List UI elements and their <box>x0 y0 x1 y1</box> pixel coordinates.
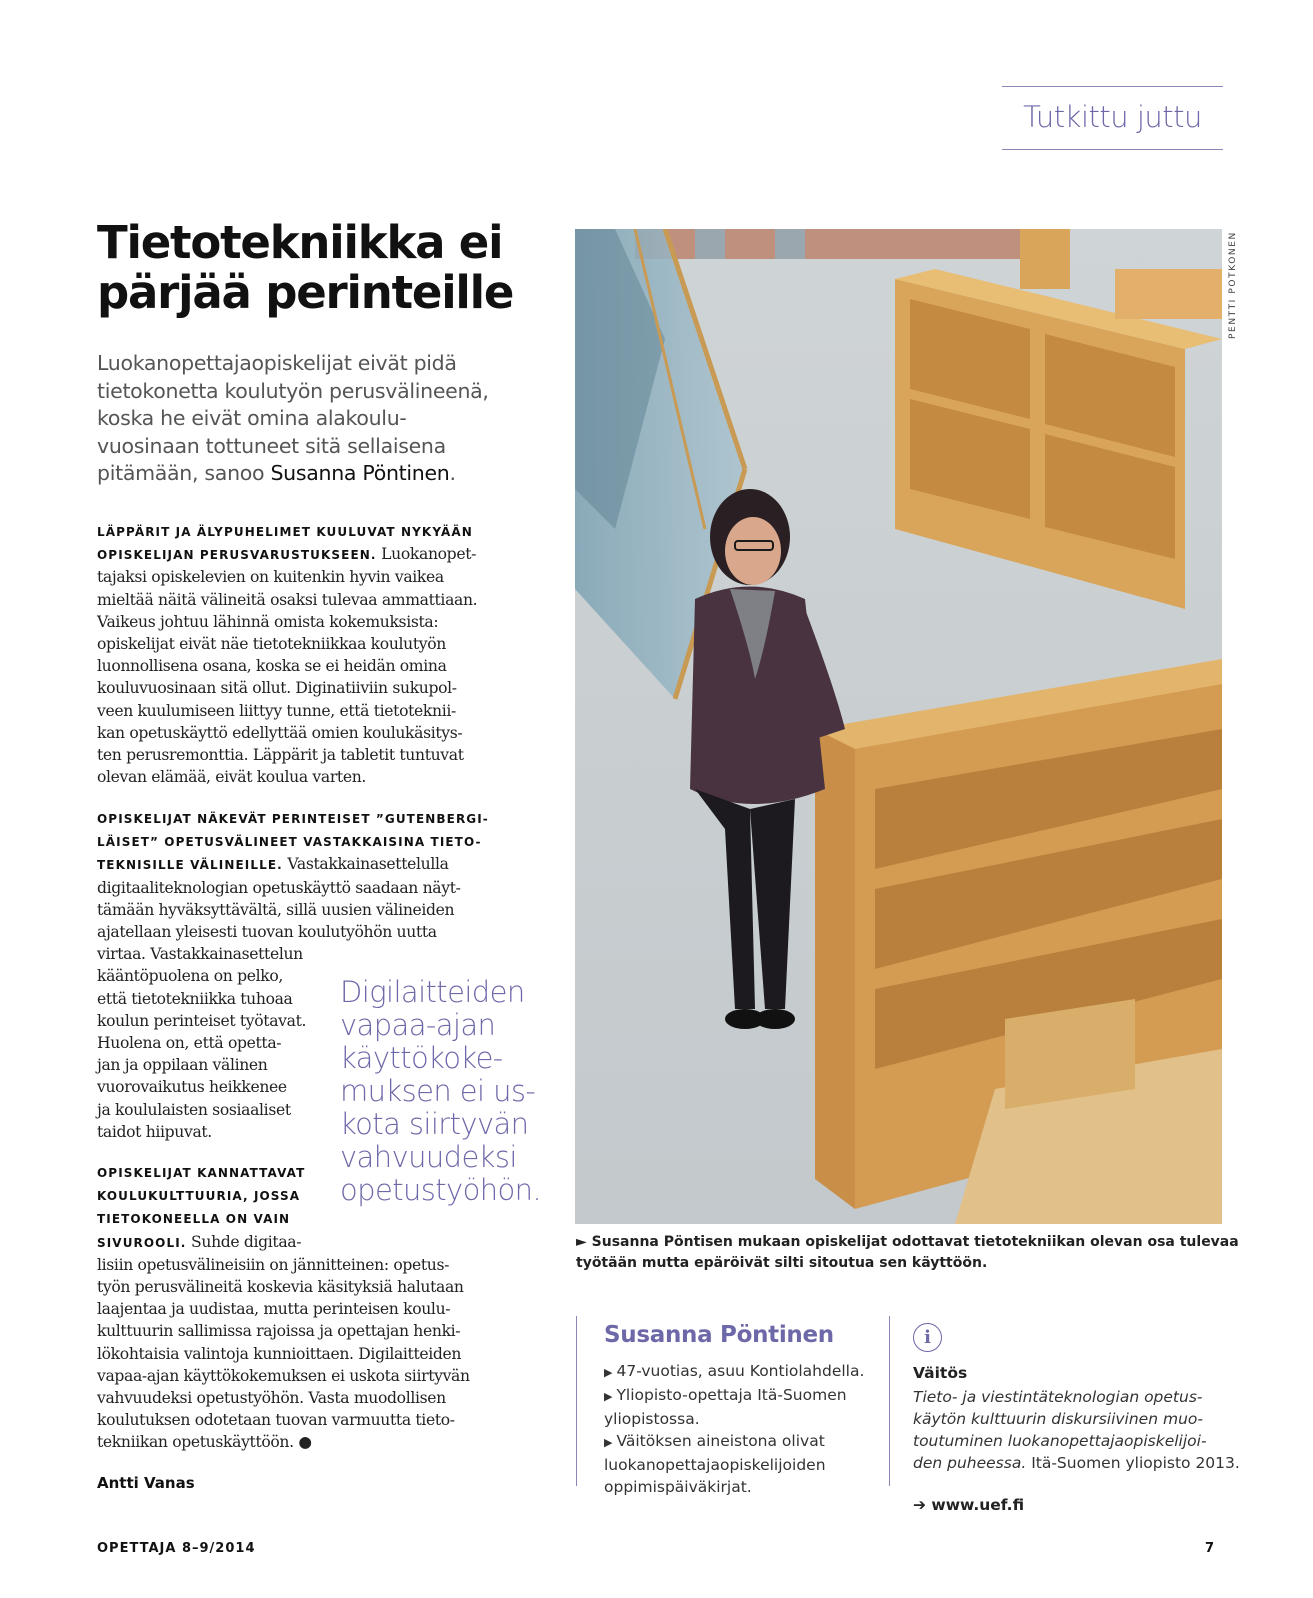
paragraph-1 <box>97 520 477 788</box>
body-line <box>97 677 477 699</box>
lede-line: vuosinaan tottuneet sitä sellaisena <box>97 433 446 458</box>
body-line <box>97 520 477 543</box>
body-text: koulutuksen odotetaan tuovan varmuutta tieto- <box>97 1411 455 1430</box>
body-line <box>97 1207 470 1230</box>
lede-line: koska he eivät omina alakoulu- <box>97 406 407 430</box>
body-text: kouluvuosinaan sitä ollut. Diginatiiviin sukupol- <box>97 679 457 698</box>
thesis-heading: Väitös <box>913 1364 968 1382</box>
profile-rule <box>576 1316 577 1486</box>
thesis-title-end: den puheessa. <box>913 1454 1027 1472</box>
body-text: koulun perinteiset työtavat. <box>97 1011 307 1030</box>
body-line <box>97 589 477 611</box>
body-line <box>97 877 489 899</box>
body-text: työn perusvälineitä koskevia käsityksiä halutaan <box>97 1278 464 1297</box>
body-line <box>97 1387 470 1409</box>
profile-facts <box>604 1360 866 1498</box>
thesis-description <box>913 1386 1240 1474</box>
body-text: Vastakkainasettelulla <box>282 855 449 874</box>
thesis-title-line: Tieto- ja viestintäteknologian opetus- <box>913 1388 1203 1406</box>
lead-in: TEKNISILLE VÄLINEILLE. <box>97 858 283 873</box>
pull-quote-line: kota siirtyvän <box>340 1107 529 1141</box>
body-line <box>97 1409 470 1431</box>
thesis-title-line: toutuminen luokanopettajaopiskelijoi- <box>913 1432 1207 1450</box>
headline-line: pärjää perinteille <box>97 266 514 319</box>
profile-fact: ▶ 47-vuotias, asuu Kontiolahdella. <box>604 1360 866 1384</box>
lede <box>97 350 507 488</box>
body-text: kan opetuskäyttö edellyttää omien koulukäsitys- <box>97 723 463 742</box>
body-line <box>97 1254 470 1276</box>
body-text: Vaikeus johtuu lähinnä omista kokemuksista: <box>97 612 439 631</box>
pull-quote-line: muksen ei us- <box>340 1074 536 1108</box>
body-text: kääntöpuolena on pelko, <box>97 967 283 986</box>
body-text: vuorovaikutus heikkenee <box>97 1078 287 1097</box>
thesis-rule <box>889 1316 890 1486</box>
info-icon: i <box>913 1323 942 1352</box>
body-text: opiskelijat eivät näe tietotekniikkaa koulutyön <box>97 635 446 654</box>
body-text: luonnollisena osana, koska se ei heidän omina <box>97 657 447 676</box>
body-text: ja koululaisten sosiaaliset <box>97 1100 291 1119</box>
photo-credit: PENTTI POTKONEN <box>1228 231 1238 339</box>
body-line <box>97 700 477 722</box>
caption-line: ► Susanna Pöntisen mukaan opiskelijat odottavat tietotekniikan olevan osa tulevaa <box>576 1234 1239 1250</box>
body-text: mieltää näitä välineitä osaksi tulevaa ammattiaan. <box>97 590 478 609</box>
thesis-publisher: Itä-Suomen yliopisto 2013. <box>1026 1454 1240 1472</box>
pull-quote-line: käyttökoke- <box>340 1041 503 1075</box>
lede-line: tietokonetta koulutyön perusvälineenä, <box>97 378 489 403</box>
body-line <box>97 853 489 876</box>
lede-line: Luokanopettajaopiskelijat eivät pidä <box>97 351 457 375</box>
body-text: vapaa-ajan käyttökokemuksen ei uskota siirtyvän <box>97 1366 470 1385</box>
lead-in: OPISKELIJAT NÄKEVÄT PERINTEISET ”GUTENBERGI- <box>97 812 489 826</box>
body-line <box>97 1365 470 1387</box>
body-text: vahvuudeksi opetustyöhön. Vasta muodollisen <box>97 1389 446 1408</box>
profile-fact: ▶ Väitöksen aineistona olivat luokanopettajaopiskelijoiden oppimispäiväkirjat. <box>604 1430 866 1498</box>
body-line <box>97 722 477 744</box>
byline: Antti Vanas <box>97 1474 195 1492</box>
body-line <box>97 566 477 588</box>
body-line <box>97 1431 470 1453</box>
lead-in: SIVUROOLI. <box>97 1235 187 1250</box>
body-text: ten perusremonttia. Läppärit ja tabletit tuntuvat <box>97 746 464 765</box>
body-text: veen kuulumiseen liittyy tunne, että tietoteknii- <box>97 701 456 720</box>
body-line <box>97 633 477 655</box>
body-line <box>97 766 477 788</box>
body-text: lisiin opetusvälineisiin on jännitteinen: opetus- <box>97 1255 450 1274</box>
lead-in: LÄISET” OPETUSVÄLINEET VASTAKKAISINA TIETO- <box>97 835 482 850</box>
caption-line: työtään mutta epäröivät silti sitoutua sen käyttöön. <box>576 1255 988 1271</box>
body-line <box>97 899 489 921</box>
body-text: jan ja oppilaan välinen <box>97 1056 268 1075</box>
lead-in: OPISKELIJAT KANNATTAVAT <box>97 1166 306 1180</box>
body-line <box>97 744 477 766</box>
section-rule-top <box>1002 86 1223 87</box>
section-tag: Tutkittu juttu <box>1023 100 1202 134</box>
body-text: virtaa. Vastakkainasettelun <box>97 945 303 964</box>
body-text: Suhde digitaa- <box>186 1232 302 1251</box>
lead-in: KOULUKULTTUURIA, JOSSA <box>97 1189 301 1204</box>
photo-caption <box>576 1232 1239 1274</box>
body-line <box>97 1298 470 1320</box>
lead-in: OPISKELIJAN PERUSVARUSTUKSEEN. <box>97 548 377 563</box>
body-line <box>97 1276 470 1298</box>
lead-in: LÄPPÄRIT JA ÄLYPUHELIMET KUULUVAT NYKYÄÄN <box>97 525 473 539</box>
page-number: 7 <box>1205 1541 1215 1556</box>
body-line <box>97 611 477 633</box>
footer-publication: OPETTAJA 8–9/2014 <box>97 1541 256 1556</box>
body-line <box>97 1231 470 1254</box>
body-text: taidot hiipuvat. <box>97 1122 212 1141</box>
thesis-link[interactable]: ➔ www.uef.fi <box>913 1496 1025 1514</box>
body-text: laajentaa ja uudistaa, mutta perinteisen koulu- <box>97 1300 451 1319</box>
body-text: tajaksi opiskelevien on kuitenkin hyvin vaikea <box>97 568 444 587</box>
lede-name: Susanna Pöntinen <box>270 461 450 485</box>
body-line <box>97 943 489 965</box>
body-line <box>97 921 489 943</box>
body-text: että tietotekniikka tuhoaa <box>97 989 293 1008</box>
lede-end: . <box>449 461 456 485</box>
body-line <box>97 655 477 677</box>
headline-line: Tietotekniikka ei <box>97 216 503 269</box>
headline <box>97 218 557 318</box>
photo-illustration <box>575 229 1222 1224</box>
section-rule-bottom <box>1002 149 1223 150</box>
body-text: olevan elämää, eivät koulua varten. <box>97 768 367 787</box>
lead-in: TIETOKONEELLA ON VAIN <box>97 1212 291 1227</box>
body-text: tekniikan opetuskäyttöön. ● <box>97 1433 312 1452</box>
thesis-title-last <box>913 1452 1240 1474</box>
profile-fact: ▶ Yliopisto-opettaja Itä-Suomen yliopistossa. <box>604 1384 866 1430</box>
pull-quote-line: vahvuudeksi <box>340 1140 517 1174</box>
pull-quote-line: Digilaitteiden <box>340 975 525 1009</box>
body-text: Huolena on, että opetta- <box>97 1034 282 1053</box>
body-line <box>97 807 489 830</box>
profile-title: Susanna Pöntinen <box>604 1322 834 1348</box>
body-line <box>97 543 477 566</box>
body-text: Luokanopet- <box>376 545 477 564</box>
body-line <box>97 1320 470 1342</box>
body-text: tämään hyväksyttävältä, sillä uusien välineiden <box>97 900 455 919</box>
body-text: kulttuurin sallimissa rajoissa ja opettajan henki- <box>97 1322 461 1341</box>
pull-quote-line: opetustyöhön. <box>340 1173 542 1207</box>
body-line <box>97 1343 470 1365</box>
pull-quote <box>340 976 550 1207</box>
thesis-title-line: käytön kulttuurin diskursiivinen muo- <box>913 1410 1203 1428</box>
body-text: lökohtaisia valintoja kunnioittaen. Digilaitteiden <box>97 1344 462 1363</box>
body-line <box>97 830 489 853</box>
lede-line <box>97 460 507 488</box>
body-text: ajatellaan yleisesti tuovan koulutyöhön uutta <box>97 923 437 942</box>
pull-quote-line: vapaa-ajan <box>340 1008 496 1042</box>
lede-line-text: pitämään, sanoo <box>97 461 271 485</box>
body-text: digitaaliteknologian opetuskäyttö saadaan näyt- <box>97 878 461 897</box>
article-photo <box>575 229 1222 1224</box>
